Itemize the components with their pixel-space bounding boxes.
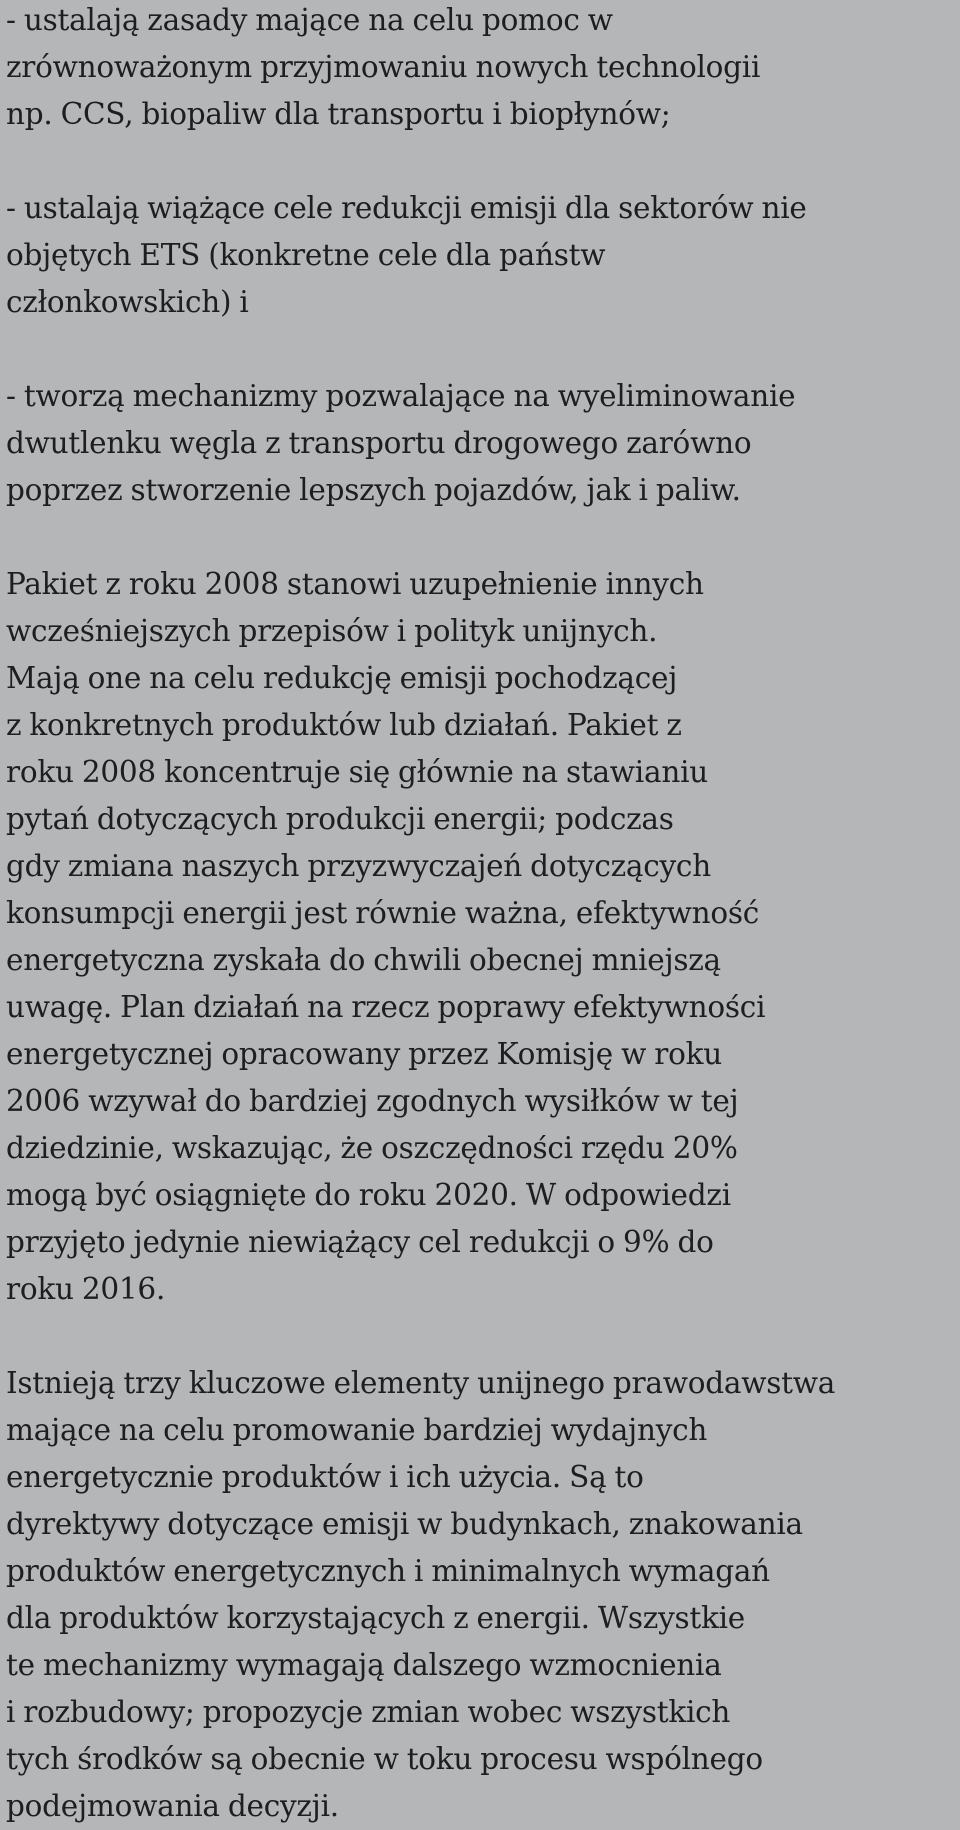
text-line: dziedzinie, wskazując, że oszczędności rzędu 20% (6, 1131, 738, 1165)
text-line: wcześniejszych przepisów i polityk unijnych. (6, 614, 658, 648)
text-line: przyjęto jedynie niewiążący cel redukcji o 9% do (6, 1225, 714, 1259)
text-line: z konkretnych produktów lub działań. Pakiet z (6, 708, 682, 742)
text-line: poprzez stworzenie lepszych pojazdów, jak i paliw. (6, 473, 741, 507)
text-line: np. CCS, biopaliw dla transportu i biopłynów; (6, 97, 671, 131)
text-line: roku 2016. (6, 1272, 166, 1306)
text-line: członkowskich) i (6, 285, 249, 319)
text-line: gdy zmiana naszych przyzwyczajeń dotyczących (6, 849, 711, 883)
text-line: objętych ETS (konkretne cele dla państw (6, 238, 606, 272)
bullet-ccs-biofuels (6, 0, 956, 138)
text-line: dyrektywy dotyczące emisji w budynkach, znakowania (6, 1507, 803, 1541)
text-line: te mechanizmy wymagają dalszego wzmocnienia (6, 1648, 722, 1682)
paragraph-spacer (6, 326, 956, 373)
text-line: - tworzą mechanizmy pozwalające na wyeliminowanie (6, 379, 796, 413)
text-line: zrównoważonym przyjmowaniu nowych technologii (6, 50, 761, 84)
document-body (6, 0, 956, 1830)
text-line: dwutlenku węgla z transportu drogowego zarówno (6, 426, 752, 460)
bullet-road-transport (6, 373, 956, 514)
paragraph-spacer (6, 138, 956, 185)
paragraph-key-legislation (6, 1360, 956, 1830)
text-line: dla produktów korzystających z energii. Wszystkie (6, 1601, 746, 1635)
text-line: produktów energetycznych i minimalnych wymagań (6, 1554, 770, 1588)
text-line: energetycznie produktów i ich użycia. Są to (6, 1460, 644, 1494)
paragraph-package-2008 (6, 561, 956, 1313)
text-line: konsumpcji energii jest równie ważna, efektywność (6, 896, 759, 930)
paragraph-spacer (6, 1313, 956, 1360)
text-line: 2006 wzywał do bardziej zgodnych wysiłków w tej (6, 1084, 739, 1118)
text-line: roku 2008 koncentruje się głównie na stawianiu (6, 755, 709, 789)
text-line: tych środków są obecnie w toku procesu wspólnego (6, 1742, 763, 1776)
text-line: energetycznej opracowany przez Komisję w roku (6, 1037, 722, 1071)
text-line: podejmowania decyzji. (6, 1789, 339, 1823)
text-line: pytań dotyczących produkcji energii; podczas (6, 802, 674, 836)
text-line: i rozbudowy; propozycje zmian wobec wszystkich (6, 1695, 731, 1729)
bullet-non-ets-targets (6, 185, 956, 326)
text-line: mogą być osiągnięte do roku 2020. W odpowiedzi (6, 1178, 731, 1212)
text-line: Pakiet z roku 2008 stanowi uzupełnienie innych (6, 567, 704, 601)
text-line: energetyczna zyskała do chwili obecnej mniejszą (6, 943, 721, 977)
text-line: Istnieją trzy kluczowe elementy unijnego prawodawstwa (6, 1366, 836, 1400)
text-line: - ustalają wiążące cele redukcji emisji dla sektorów nie (6, 191, 807, 225)
text-line: uwagę. Plan działań na rzecz poprawy efektywności (6, 990, 766, 1024)
paragraph-spacer (6, 514, 956, 561)
text-line: - ustalają zasady mające na celu pomoc w (6, 3, 613, 37)
text-line: mające na celu promowanie bardziej wydajnych (6, 1413, 708, 1447)
text-line: Mają one na celu redukcję emisji pochodzącej (6, 661, 678, 695)
